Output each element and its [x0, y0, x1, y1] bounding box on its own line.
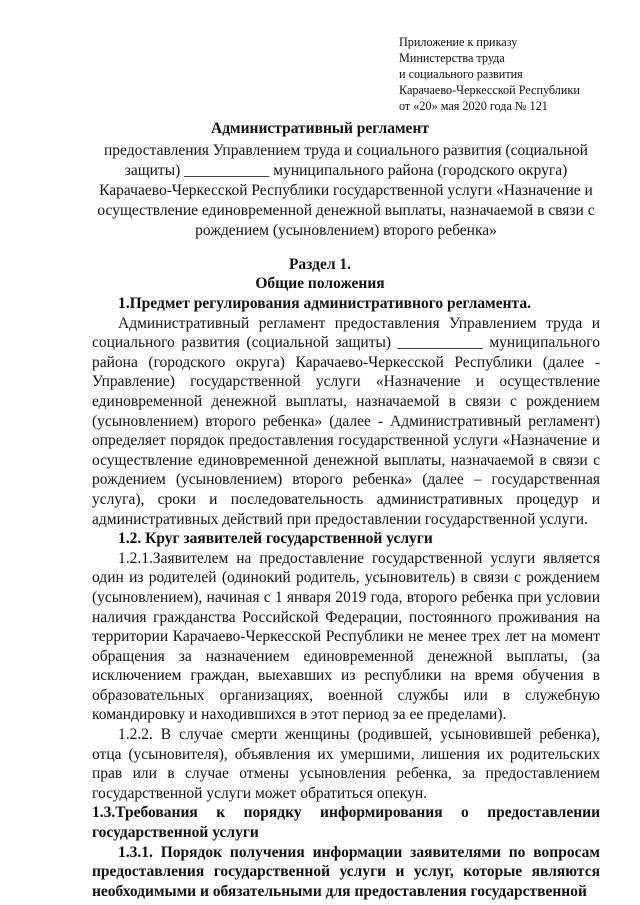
header-line: и социального развития: [399, 67, 523, 81]
header-line: Министерства труда: [399, 51, 505, 65]
document-title: Административный регламент: [211, 120, 429, 137]
document-body: [92, 294, 600, 901]
paragraph-bold: 1.3.1. Порядок получения информации заявителями по вопросам предоставления государственной услуги и услуг, которые являются необходимыми и обязательными для предоставления государственной: [92, 843, 600, 900]
section-name: Общие положения: [255, 275, 385, 292]
paragraph: 1.2.1.Заявителем на предоставление государственной услуги является один из родителей (одинокий родитель, усыновитель) в связи с рождением (усыновлением), начиная с 1 января 2019 года, второго ребенка при условии наличия гражданства Российской Федерации, постоянного проживания на территории Карачаево-Черкесской Республики не менее трех лет на момент обращения за назначением единовременной денежной выплаты, (за исключением граждан, выехавших из республики на время обучения в образовательных организациях, военной службы или в служебную командировку и находившихся в этот период за ее пределами).: [92, 549, 600, 724]
heading-applicants: 1.2. Круг заявителей государственной услуги: [118, 530, 433, 548]
header-line: от «20» мая 2020 года № 121: [399, 99, 548, 113]
heading-informing: 1.3.Требования к порядку информирования о предоставлении государственной услуги: [92, 804, 600, 842]
header-line: Карачаево-Черкесской Республики: [399, 83, 580, 97]
document-subtitle: предоставления Управлением труда и социального развития (социальной защиты) ___________ муниципального района (городского округа) Карачаево-Черкесской Республики государственной услуги «Назначение и осуществление единовременной денежной выплаты, назначаемой в связи с рождением (усыновлением) второго ребенка»: [97, 142, 595, 239]
paragraph: 1.2.2. В случае смерти женщины (родившей, усыновившей ребенка), отца (усыновителя), объявления их умершими, лишения их родительских прав или в случае отмены усыновления ребенка, за предоставлением государственной услуги может обратиться опекун.: [92, 726, 600, 802]
paragraph: Административный регламент предоставления Управлением труда и социального развития (социальной защиты) ___________ муниципального района (городского округа) Карачаево-Черкесской Республики (далее - Управление) государственной услуги «Назначение и осуществление единовременной денежной выплаты, назначаемой в связи с рождением (усыновлением) второго ребенка» (далее - Административный регламент) определяет порядок предоставления государственной услуги «Назначение и осуществление единовременной денежной выплаты, назначаемой в связи с рождением (усыновлением) второго ребенка» (далее – государственная услуга), сроки и последовательность административных процедур и административных действий при предоставлении государственной услуги.: [92, 314, 600, 528]
header-line: Приложение к приказу: [399, 35, 518, 49]
order-appendix-header: [399, 34, 580, 114]
section-number: Раздел 1.: [288, 256, 352, 273]
heading-subject: 1.Предмет регулирования административного регламента.: [118, 295, 531, 312]
